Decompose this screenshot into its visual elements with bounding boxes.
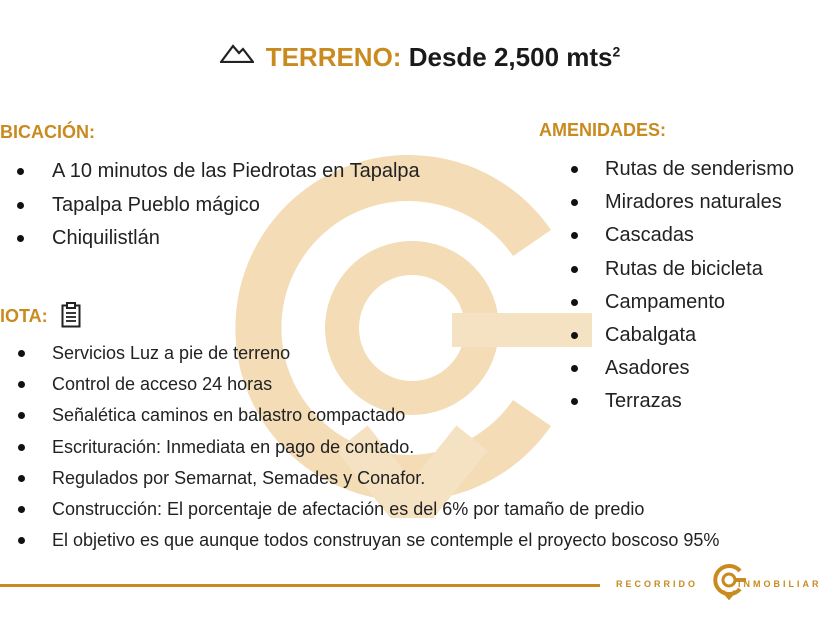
list-item: Campamento [605, 289, 794, 322]
amenidades-heading: AMENIDADES: [539, 120, 667, 140]
title-superscript: 2 [612, 43, 621, 60]
list-item: A 10 minutos de las Piedrotas en Tapalpa [52, 158, 420, 192]
logo-word-inmobiliar: INMOBILIAR [738, 579, 822, 589]
brand-logo [612, 560, 840, 610]
list-item: Miradores naturales [605, 189, 794, 222]
nota-list [52, 342, 719, 560]
list-item: Tapalpa Pueblo mágico [52, 192, 420, 226]
list-item: Terrazas [605, 388, 794, 421]
title-value: Desde 2,500 mts$^2$ [408, 42, 621, 72]
nota-heading-label: IOTA: [0, 305, 48, 326]
list-item: Rutas de bicicleta [605, 256, 794, 289]
page-title [0, 42, 840, 73]
list-item: Chiquilistlán [52, 225, 420, 259]
footer-divider [0, 584, 600, 587]
ubicacion-list [52, 158, 420, 259]
list-item: Cabalgata [605, 322, 794, 355]
mountain-icon [220, 43, 254, 63]
list-item: El objetivo es que aunque todos construyan se contemple el proyecto boscoso 95% [52, 529, 719, 560]
list-item: Rutas de senderismo [605, 156, 794, 189]
list-item: Regulados por Semarnat, Semades y Conafor. [52, 467, 719, 498]
list-item: Construcción: El porcentaje de afectación es del 6% por tamaño de predio [52, 498, 719, 529]
list-item: Asadores [605, 355, 794, 388]
title-keyword: TERRENO: [265, 42, 402, 72]
list-item: Señalética caminos en balastro compactado [52, 404, 719, 435]
ubicacion-heading: BICACIÓN: [0, 122, 95, 142]
clipboard-icon [61, 302, 81, 328]
logo-word-recorrido: RECORRIDO [616, 579, 699, 589]
list-item: Servicios Luz a pie de terreno [52, 342, 719, 373]
list-item: Control de acceso 24 horas [52, 373, 719, 404]
list-item: Cascadas [605, 222, 794, 255]
list-item: Escrituración: Inmediata en pago de contado. [52, 436, 719, 467]
nota-heading [0, 304, 81, 330]
